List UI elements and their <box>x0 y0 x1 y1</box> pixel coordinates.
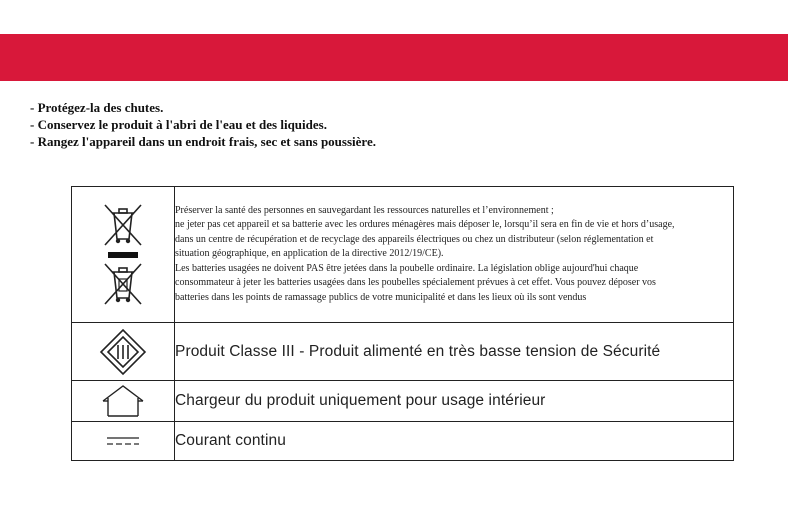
class3-text-cell <box>175 323 734 381</box>
indoor-text-cell <box>175 381 734 422</box>
table-row-indoor <box>72 381 734 422</box>
weee-text-cell <box>175 187 734 323</box>
precautions-list <box>30 99 376 150</box>
weee-bar-icon <box>108 252 138 258</box>
weee-line: dans un centre de récupération et de recyclage des appareils électriques ou chez un distributeur (selon réglementation et <box>175 233 654 245</box>
table-row-class3 <box>72 323 734 381</box>
dc-icon-cell <box>72 422 175 461</box>
header-banner <box>0 34 788 81</box>
class3-icon-cell <box>72 323 175 381</box>
indoor-description: Chargeur du produit uniquement pour usage intérieur <box>175 392 546 409</box>
class3-description: Produit Classe III - Produit alimenté en très basse tension de Sécurité <box>175 342 661 360</box>
indoor-use-house-icon <box>101 384 145 418</box>
table-row-dc <box>72 422 734 461</box>
indoor-icon-cell <box>72 381 175 422</box>
precaution-item: - Conservez le produit à l'abri de l'eau et des liquides. <box>30 117 327 132</box>
weee-line: situation géographique, en application de la directive 2012/19/CE). <box>175 248 444 260</box>
precaution-item: - Rangez l'appareil dans un endroit frais, sec et sans poussière. <box>30 134 376 149</box>
weee-line: Les batteries usagées ne doivent PAS être jetées dans la poubelle ordinaire. La législation oblige aujourd'hui chaque <box>175 262 639 274</box>
crossed-out-bin-icon <box>101 203 145 247</box>
weee-paragraph <box>175 204 733 306</box>
dc-text-cell <box>175 422 734 461</box>
weee-line: ne jeter pas cet appareil et sa batterie avec les ordures ménagères mais déposer le, lorsqu’il sera en fin de vie et hors d’usage, <box>175 219 675 231</box>
precaution-item: - Protégez-la des chutes. <box>30 100 164 115</box>
table-row-weee <box>72 187 734 323</box>
weee-line: Préserver la santé des personnes en sauvegardant les ressources naturelles et l’environnement ; <box>175 204 554 216</box>
weee-line: batteries dans les points de ramassage publics de votre municipalité et dans les lieux où ils sont vendus <box>175 291 587 303</box>
class-iii-diamond-icon <box>99 328 147 376</box>
direct-current-icon <box>105 435 141 447</box>
weee-icons-cell <box>72 187 175 323</box>
symbols-table <box>71 186 734 461</box>
dc-description: Courant continu <box>175 432 286 449</box>
weee-line: consommateur à jeter les batteries usagées dans les poubelles spécialement prévues à cet effet. Vous pouvez déposer vos <box>175 277 656 289</box>
crossed-out-battery-bin-icon <box>101 262 145 306</box>
